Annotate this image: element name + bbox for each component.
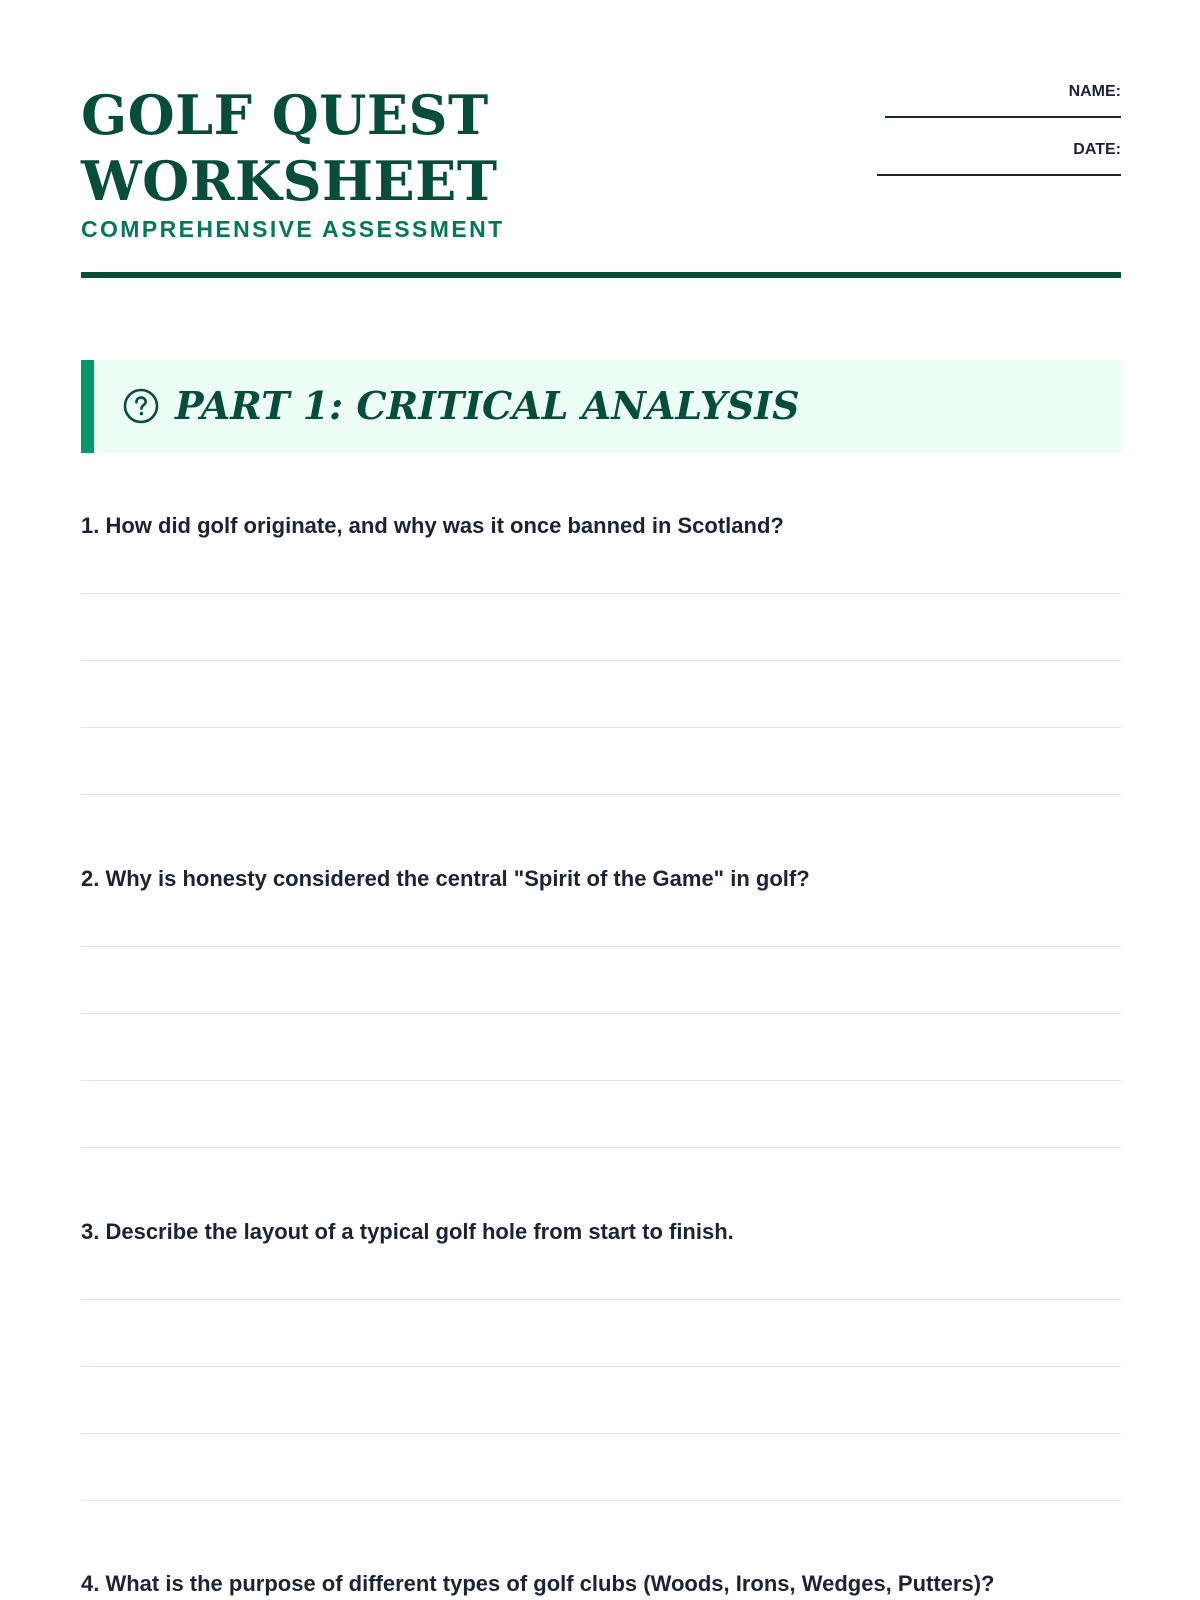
answer-line[interactable]: [81, 1433, 1121, 1434]
worksheet-page: [81, 0, 1121, 1600]
answer-line[interactable]: [81, 593, 1121, 594]
question-circle-icon: [123, 388, 159, 424]
question-4: [81, 1569, 1121, 1599]
answer-line[interactable]: [81, 1500, 1121, 1501]
name-blank-line[interactable]: [885, 102, 1121, 118]
date-label: DATE:: [1073, 141, 1121, 158]
date-blank-line[interactable]: [877, 160, 1121, 176]
answer-line[interactable]: [81, 1147, 1121, 1148]
title-line-2: WORKSHEET: [81, 149, 498, 213]
answer-line[interactable]: [81, 727, 1121, 728]
title-line-1: GOLF QUEST: [81, 83, 489, 147]
worksheet-title: [81, 82, 641, 214]
section-title: PART 1: CRITICAL ANALYSIS: [175, 383, 800, 428]
answer-line[interactable]: [81, 1013, 1121, 1014]
worksheet-subtitle: COMPREHENSIVE ASSESSMENT: [81, 216, 505, 242]
question-text: 2. Why is honesty considered the central "Spirit of the Game" in golf?: [81, 866, 810, 891]
section-accent-bar: [81, 360, 94, 453]
answer-line[interactable]: [81, 1080, 1121, 1081]
question-1: [81, 511, 1121, 541]
answer-line[interactable]: [81, 1299, 1121, 1300]
answer-line[interactable]: [81, 660, 1121, 661]
question-text: 1. How did golf originate, and why was it once banned in Scotland?: [81, 513, 784, 538]
answer-line[interactable]: [81, 794, 1121, 795]
answer-line[interactable]: [81, 1366, 1121, 1367]
question-2: [81, 864, 1121, 894]
question-text: 4. What is the purpose of different types of golf clubs (Woods, Irons, Wedges, Putters)?: [81, 1571, 995, 1596]
question-3: [81, 1217, 1121, 1247]
student-info: [861, 82, 1121, 198]
answer-line[interactable]: [81, 946, 1121, 947]
section-banner: [81, 360, 1121, 453]
name-label: NAME:: [1068, 83, 1121, 100]
worksheet-header: [81, 82, 1121, 282]
header-divider: [81, 272, 1121, 278]
question-text: 3. Describe the layout of a typical golf hole from start to finish.: [81, 1219, 734, 1244]
